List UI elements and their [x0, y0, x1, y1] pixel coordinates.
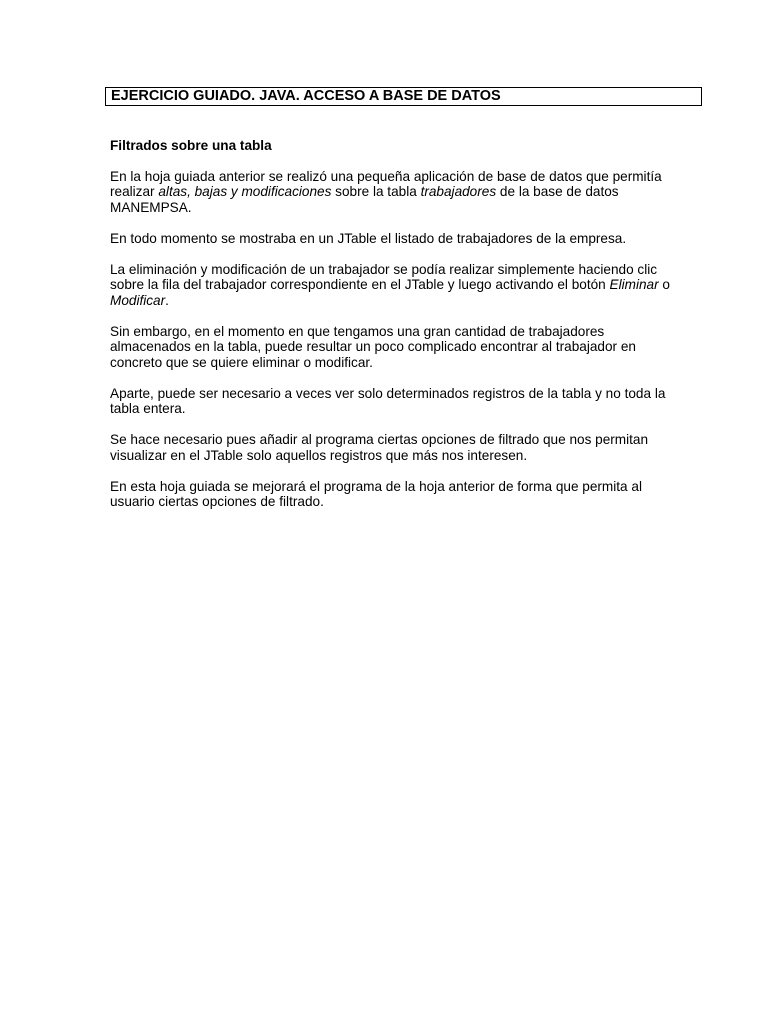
paragraph-7-line-1: En esta hoja guiada se mejorará el programa de la hoja anterior de forma que permita al [110, 478, 642, 494]
paragraph-1-line-3: MANEMPSA. [110, 199, 192, 215]
paragraph-3-line-2 [110, 277, 700, 293]
paragraph-2-line-1: En todo momento se mostraba en un JTable el listado de trabajadores de la empresa. [110, 230, 627, 246]
paragraph-6 [110, 432, 700, 463]
paragraph-1 [110, 169, 700, 216]
paragraph-1-line-1: En la hoja guiada anterior se realizó una pequeña aplicación de base de datos que permitía [110, 168, 662, 184]
section-heading: Filtrados sobre una tabla [110, 138, 272, 153]
document-body [110, 138, 700, 525]
text-run: . [165, 292, 169, 308]
paragraph-2 [110, 231, 700, 247]
italic-text-run: trabajadores [420, 184, 497, 199]
paragraph-1-line-2 [110, 184, 700, 200]
paragraph-4-line-2: almacenados en la tabla, puede resultar un poco complicado encontrar al trabajador en [110, 339, 636, 354]
text-run: sobre la fila del trabajador correspondiente en el JTable y luego activando el botón [110, 277, 610, 292]
paragraph-3 [110, 262, 700, 309]
text-run: sobre la tabla [331, 184, 421, 199]
text-run: realizar [110, 184, 159, 199]
italic-text-run: Eliminar [609, 277, 659, 292]
italic-text-run: Modificar [110, 292, 166, 308]
paragraph-4 [110, 324, 700, 371]
document-title: EJERCICIO GUIADO. JAVA. ACCESO A BASE DE DATOS [105, 87, 702, 106]
paragraph-3-line-3 [110, 293, 700, 309]
paragraph-7-line-2: usuario ciertas opciones de filtrado. [110, 494, 324, 509]
paragraph-3-line-1: La eliminación y modificación de un trabajador se podía realizar simplemente haciendo clic [110, 261, 658, 277]
paragraph-4-line-3: concreto que se quiere eliminar o modificar. [110, 354, 373, 370]
paragraph-6-line-2: visualizar en el JTable solo aquellos registros que más nos interesen. [110, 447, 528, 463]
text-run: o [658, 277, 670, 292]
paragraph-4-line-1: Sin embargo, en el momento en que tengamos una gran cantidad de trabajadores [110, 323, 605, 339]
text-run: de la base de datos [496, 184, 619, 199]
paragraph-5 [110, 386, 700, 417]
paragraph-5-line-1: Aparte, puede ser necesario a veces ver solo determinados registros de la tabla y no toda la [110, 385, 666, 401]
italic-text-run: altas, bajas y modificaciones [158, 184, 332, 199]
paragraph-6-line-1: Se hace necesario pues añadir al programa ciertas opciones de filtrado que nos permitan [110, 432, 649, 447]
paragraph-5-line-2: tabla entera. [110, 401, 186, 416]
paragraph-7 [110, 479, 700, 510]
